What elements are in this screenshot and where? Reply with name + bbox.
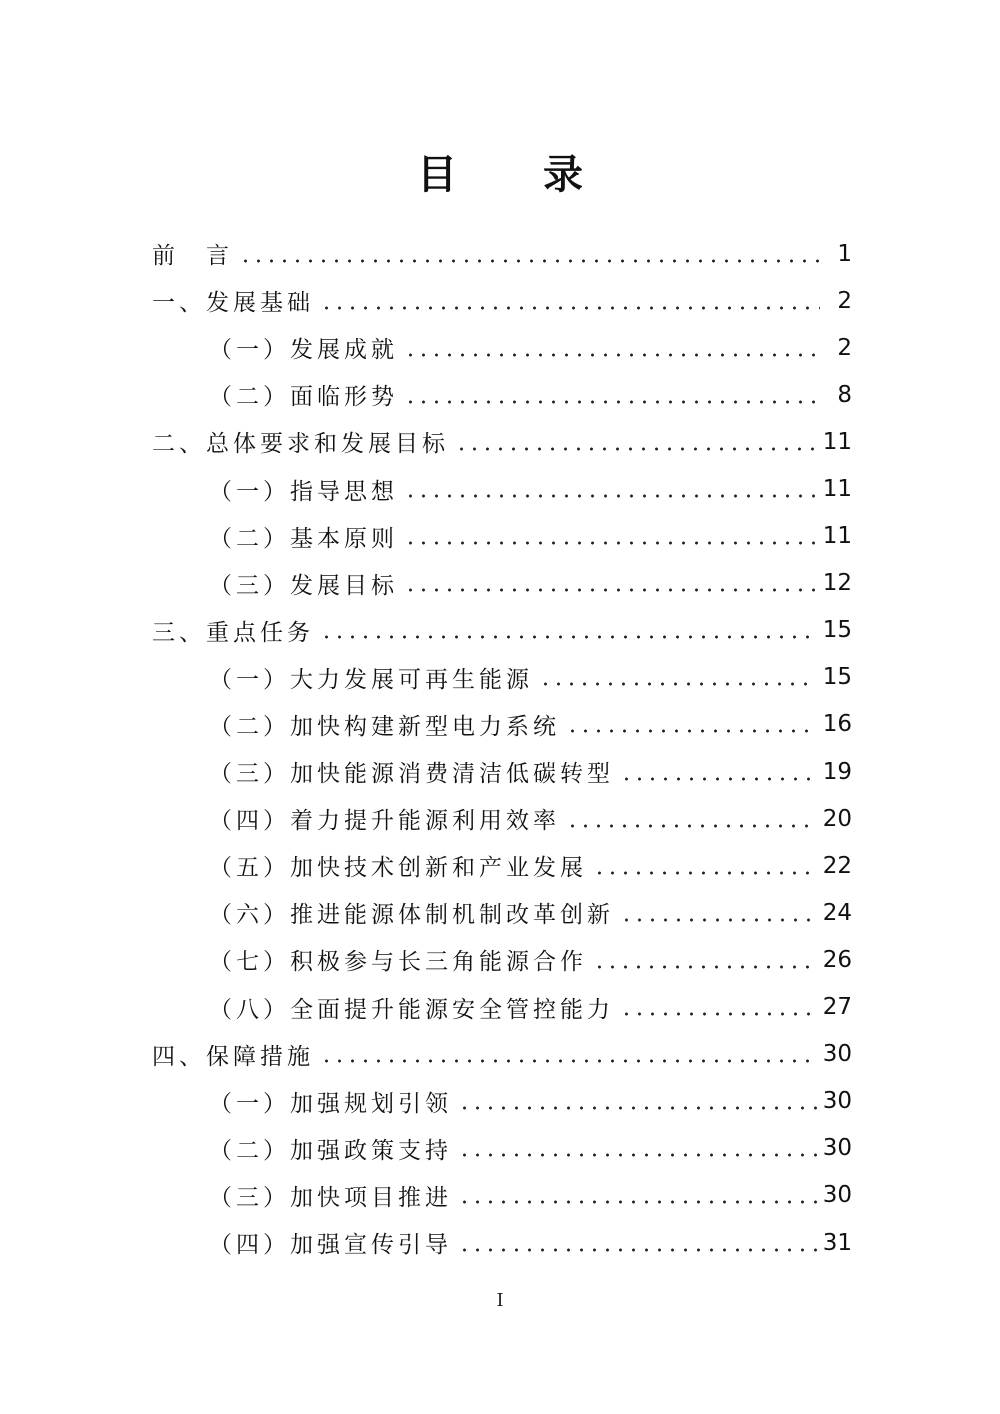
toc-entry-label: （八）全面提升能源安全管控能力 [209, 996, 614, 1023]
toc-entry[interactable] [152, 1125, 852, 1172]
toc-entry[interactable] [152, 371, 852, 418]
toc-dot-leader [404, 541, 817, 545]
toc-entry-label: （一）发展成就 [209, 337, 398, 364]
toc-dot-leader [320, 306, 820, 310]
toc-entry-page: 24 [822, 899, 852, 926]
toc-dot-leader [593, 965, 817, 969]
toc-entry-label: （二）基本原则 [209, 525, 398, 552]
toc-entry-page: 11 [822, 523, 852, 550]
toc-entry[interactable] [152, 465, 852, 512]
toc-entry-label: （六）推进能源体制机制改革创新 [209, 902, 614, 929]
toc-entry-page: 26 [822, 946, 852, 973]
toc-dot-leader [620, 1012, 817, 1016]
toc-dot-leader [620, 777, 817, 781]
toc-entry-label: 一、发展基础 [152, 290, 314, 317]
toc-entry-page: 30 [822, 1088, 852, 1115]
toc-entry[interactable] [152, 1078, 852, 1125]
toc-entry-label: （二）加强政策支持 [209, 1137, 452, 1164]
toc-entry[interactable] [152, 324, 852, 371]
toc-entry-label: （一）指导思想 [209, 478, 398, 505]
toc-dot-leader [320, 1059, 817, 1063]
toc-entry-page: 8 [837, 381, 852, 408]
toc-entry[interactable] [152, 701, 852, 748]
toc-dot-leader [593, 871, 817, 875]
toc-entry-page: 22 [822, 852, 852, 879]
toc-entry-label: （五）加快技术创新和产业发展 [209, 855, 587, 882]
toc-dot-leader [455, 447, 817, 451]
toc-entry-page: 30 [822, 1135, 852, 1162]
toc-entry[interactable] [152, 418, 852, 465]
toc-entry-page: 2 [837, 287, 852, 314]
toc-entry[interactable] [152, 654, 852, 701]
toc-entry[interactable] [152, 889, 852, 936]
toc-entry-page: 27 [822, 994, 852, 1021]
toc-entry-label: 前 言 [152, 243, 233, 270]
toc-entry[interactable] [152, 1172, 852, 1219]
toc-entry[interactable] [152, 984, 852, 1031]
toc-entry-label: （四）着力提升能源利用效率 [209, 808, 560, 835]
toc-dot-leader [620, 918, 817, 922]
toc-dot-leader [404, 400, 820, 404]
page-title: 目 录 [417, 151, 619, 198]
toc-entry-label: （一）加强规划引领 [209, 1090, 452, 1117]
toc-entry-label: （四）加强宣传引导 [209, 1232, 452, 1259]
toc-entry[interactable] [152, 277, 852, 324]
toc-entry-page: 30 [822, 1041, 852, 1068]
toc-dot-leader [404, 588, 817, 592]
page-number: I [496, 1290, 504, 1311]
table-of-contents [152, 230, 852, 1266]
toc-entry-page: 12 [822, 570, 852, 597]
toc-entry[interactable] [152, 560, 852, 607]
toc-entry-label: 四、保障措施 [152, 1043, 314, 1070]
toc-entry-label: （一）大力发展可再生能源 [209, 666, 533, 693]
toc-entry-page: 15 [822, 617, 852, 644]
toc-dot-leader [458, 1200, 817, 1204]
toc-dot-leader [458, 1106, 817, 1110]
toc-dot-leader [458, 1153, 817, 1157]
toc-dot-leader [458, 1248, 817, 1252]
toc-entry-label: 三、重点任务 [152, 619, 314, 646]
toc-entry-page: 31 [822, 1229, 852, 1256]
toc-entry[interactable] [152, 230, 852, 277]
toc-dot-leader [404, 494, 817, 498]
toc-entry[interactable] [152, 748, 852, 795]
toc-entry[interactable] [152, 936, 852, 983]
toc-entry[interactable] [152, 607, 852, 654]
toc-entry-page: 15 [822, 664, 852, 691]
toc-dot-leader [404, 353, 820, 357]
toc-entry-page: 1 [837, 240, 852, 267]
toc-entry-label: （三）加快项目推进 [209, 1184, 452, 1211]
toc-dot-leader [566, 824, 817, 828]
toc-entry-label: （三）加快能源消费清洁低碳转型 [209, 761, 614, 788]
toc-dot-leader [539, 682, 817, 686]
toc-entry-page: 30 [822, 1182, 852, 1209]
toc-entry-page: 20 [822, 805, 852, 832]
toc-entry-page: 16 [822, 711, 852, 738]
toc-dot-leader [320, 635, 817, 639]
toc-entry-label: （二）面临形势 [209, 384, 398, 411]
toc-entry[interactable] [152, 513, 852, 560]
toc-entry[interactable] [152, 1031, 852, 1078]
toc-entry-page: 11 [822, 476, 852, 503]
toc-entry-label: （七）积极参与长三角能源合作 [209, 949, 587, 976]
toc-entry-page: 19 [822, 758, 852, 785]
toc-entry-label: 二、总体要求和发展目标 [152, 431, 449, 458]
toc-entry-page: 2 [837, 334, 852, 361]
toc-dot-leader [566, 729, 817, 733]
toc-entry[interactable] [152, 842, 852, 889]
toc-entry[interactable] [152, 1219, 852, 1266]
toc-entry-label: （三）发展目标 [209, 572, 398, 599]
toc-entry[interactable] [152, 795, 852, 842]
toc-entry-page: 11 [822, 428, 852, 455]
toc-dot-leader [239, 259, 820, 263]
toc-entry-label: （二）加快构建新型电力系统 [209, 713, 560, 740]
